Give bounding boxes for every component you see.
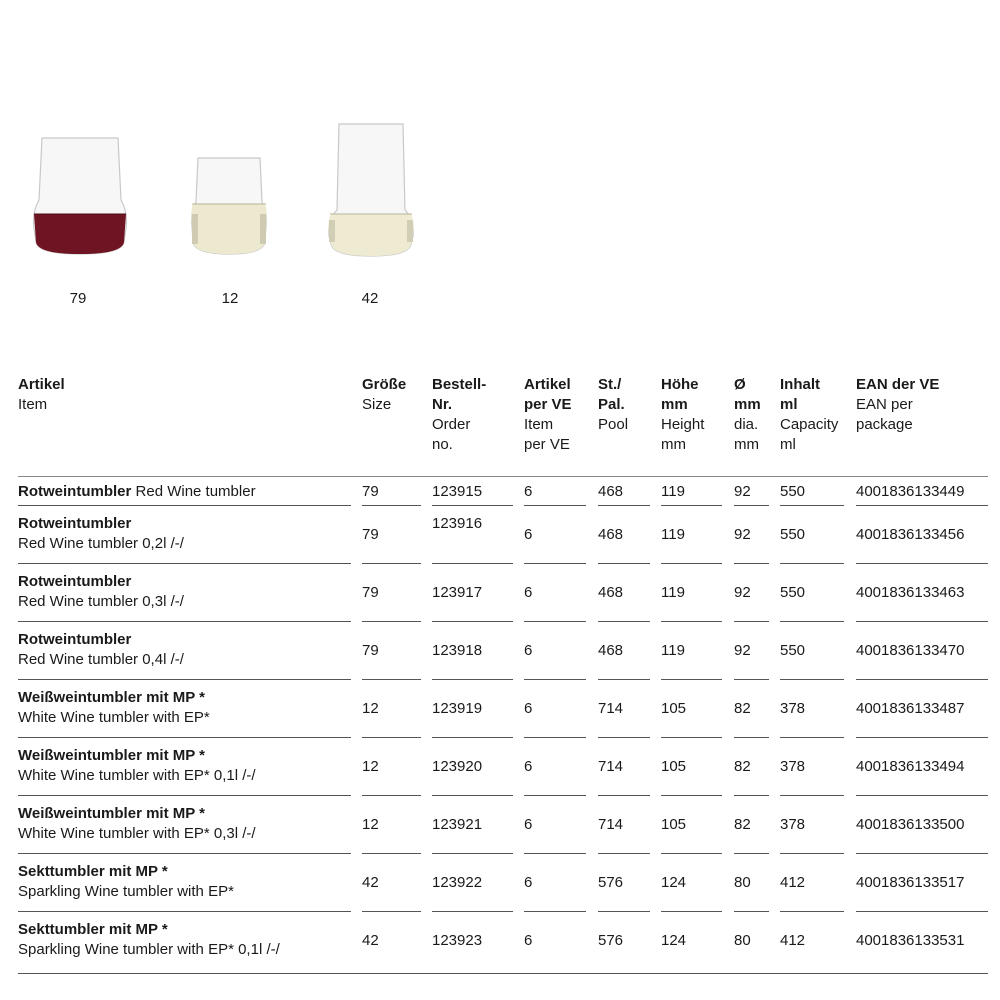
- glass-size-label: 12: [221, 290, 239, 307]
- ean-cell: 4001836133517: [856, 874, 965, 891]
- diameter-cell: 92: [734, 642, 751, 659]
- table-row: [0, 912, 1000, 970]
- size-cell: 79: [362, 483, 379, 500]
- header-item: [18, 375, 65, 415]
- capacity-cell: 378: [780, 816, 806, 833]
- item-name-en: Sparkling Wine tumbler with EP* 0,1l /-/: [18, 941, 280, 958]
- order-cell: 123920: [432, 758, 483, 775]
- header-size-en: Size: [362, 396, 392, 413]
- per-ve-cell: 6: [524, 758, 533, 775]
- item-name-en: White Wine tumbler with EP* 0,1l /-/: [18, 767, 256, 784]
- order-cell: 123923: [432, 932, 483, 949]
- header-pallet: [598, 375, 628, 435]
- item-cell: [18, 804, 256, 844]
- glass-size-label: 79: [69, 290, 87, 307]
- pallet-cell: 468: [598, 483, 624, 500]
- capacity-cell: 412: [780, 932, 806, 949]
- table-row: [0, 564, 1000, 622]
- diameter-cell: 92: [734, 526, 751, 543]
- height-cell: 105: [661, 758, 687, 775]
- item-name-de: Weißweintumbler mit MP *: [18, 747, 205, 764]
- header-item-de: Artikel: [18, 376, 65, 393]
- header-height-de: Höhe mm: [661, 376, 699, 413]
- height-cell: 124: [661, 874, 687, 891]
- per-ve-cell: 6: [524, 483, 533, 500]
- size-cell: 42: [362, 932, 379, 949]
- height-cell: 119: [661, 483, 685, 500]
- table-row: [0, 680, 1000, 738]
- size-cell: 12: [362, 700, 379, 717]
- item-name-en: Red Wine tumbler: [135, 483, 256, 500]
- item-name-en: Red Wine tumbler 0,3l /-/: [18, 593, 184, 610]
- item-name-de: Sekttumbler mit MP *: [18, 921, 168, 938]
- header-item-per-ve: [524, 375, 572, 455]
- pallet-cell: 714: [598, 758, 624, 775]
- capacity-cell: 550: [780, 642, 806, 659]
- diameter-cell: 82: [734, 758, 751, 775]
- ean-cell: 4001836133494: [856, 758, 965, 775]
- header-ean-de: EAN der VE: [856, 376, 940, 393]
- header-item-per-ve-en: Item per VE: [524, 416, 570, 453]
- ean-cell: 4001836133456: [856, 526, 965, 543]
- header-capacity-de: Inhalt ml: [780, 376, 820, 413]
- table-row: [0, 477, 1000, 506]
- header-pallet-en: Pool: [598, 416, 629, 433]
- header-size: [362, 375, 406, 415]
- table-row: [0, 738, 1000, 796]
- per-ve-cell: 6: [524, 816, 533, 833]
- glass-size-label: 42: [361, 290, 379, 307]
- size-cell: 79: [362, 642, 379, 659]
- header-height-en: Height mm: [661, 416, 705, 453]
- item-name-de: Rotweintumbler: [18, 515, 132, 532]
- table-row: [0, 622, 1000, 680]
- item-name-en: White Wine tumbler with EP*: [18, 709, 210, 726]
- ean-cell: 4001836133531: [856, 932, 965, 949]
- ean-cell: 4001836133500: [856, 816, 965, 833]
- diameter-cell: 80: [734, 932, 751, 949]
- order-cell: 123921: [432, 816, 483, 833]
- height-cell: 119: [661, 526, 685, 543]
- header-pallet-de: St./ Pal.: [598, 376, 625, 413]
- per-ve-cell: 6: [524, 700, 533, 717]
- diameter-cell: 92: [734, 483, 751, 500]
- header-item-en: Item: [18, 396, 48, 413]
- header-diameter-de: Ø mm: [734, 376, 761, 413]
- size-cell: 79: [362, 526, 379, 543]
- diameter-cell: 82: [734, 700, 751, 717]
- pallet-cell: 468: [598, 584, 624, 601]
- item-cell: [18, 746, 256, 786]
- item-cell: [18, 514, 184, 554]
- item-name-en: White Wine tumbler with EP* 0,3l /-/: [18, 825, 256, 842]
- header-item-per-ve-de: Artikel per VE: [524, 376, 572, 413]
- header-height: [661, 375, 704, 455]
- diameter-cell: 80: [734, 874, 751, 891]
- red-wine-tumbler-image: [30, 130, 130, 260]
- header-ean: [856, 375, 939, 435]
- item-name-de: Sekttumbler mit MP *: [18, 863, 168, 880]
- diameter-cell: 92: [734, 584, 751, 601]
- size-cell: 42: [362, 874, 379, 891]
- order-cell: 123915: [432, 483, 483, 500]
- table-row: [0, 796, 1000, 854]
- item-name-en: Red Wine tumbler 0,2l /-/: [18, 535, 184, 552]
- table-row: [0, 854, 1000, 912]
- item-cell: [18, 688, 210, 728]
- header-size-de: Größe: [362, 376, 407, 393]
- per-ve-cell: 6: [524, 526, 533, 543]
- pallet-cell: 714: [598, 816, 624, 833]
- item-name-de: Rotweintumbler: [18, 483, 132, 500]
- table-row: [0, 506, 1000, 564]
- per-ve-cell: 6: [524, 642, 533, 659]
- ean-cell: 4001836133470: [856, 642, 965, 659]
- pallet-cell: 468: [598, 642, 624, 659]
- item-name-en: Red Wine tumbler 0,4l /-/: [18, 651, 184, 668]
- capacity-cell: 378: [780, 758, 806, 775]
- item-name-de: Rotweintumbler: [18, 631, 132, 648]
- order-cell: 123916: [432, 515, 483, 532]
- per-ve-cell: 6: [524, 874, 533, 891]
- height-cell: 119: [661, 642, 685, 659]
- capacity-cell: 378: [780, 700, 806, 717]
- header-order-no-de: Bestell- Nr.: [432, 376, 487, 413]
- order-cell: 123917: [432, 584, 483, 601]
- size-cell: 12: [362, 758, 379, 775]
- height-cell: 105: [661, 816, 687, 833]
- pallet-cell: 714: [598, 700, 624, 717]
- order-cell: 123919: [432, 700, 483, 717]
- item-cell: [18, 862, 234, 902]
- header-diameter-en: dia. mm: [734, 416, 759, 453]
- item-name-de: Weißweintumbler mit MP *: [18, 805, 205, 822]
- height-cell: 105: [661, 700, 687, 717]
- sparkling-wine-tumbler-image: [325, 120, 417, 260]
- item-cell: [18, 482, 256, 502]
- capacity-cell: 412: [780, 874, 806, 891]
- capacity-cell: 550: [780, 483, 806, 500]
- capacity-cell: 550: [780, 526, 806, 543]
- header-order-no-en: Order no.: [432, 416, 471, 453]
- item-cell: [18, 630, 184, 670]
- white-wine-tumbler-image: [188, 152, 270, 260]
- per-ve-cell: 6: [524, 584, 533, 601]
- header-ean-en: EAN per package: [856, 396, 913, 433]
- height-cell: 124: [661, 932, 687, 949]
- size-cell: 12: [362, 816, 379, 833]
- height-cell: 119: [661, 584, 685, 601]
- header-capacity: [780, 375, 838, 455]
- size-cell: 79: [362, 584, 379, 601]
- pallet-cell: 468: [598, 526, 624, 543]
- ean-cell: 4001836133487: [856, 700, 965, 717]
- order-cell: 123922: [432, 874, 483, 891]
- item-cell: [18, 572, 184, 612]
- header-capacity-en: Capacity ml: [780, 416, 839, 453]
- capacity-cell: 550: [780, 584, 806, 601]
- diameter-cell: 82: [734, 816, 751, 833]
- item-cell: [18, 920, 280, 960]
- ean-cell: 4001836133463: [856, 584, 965, 601]
- per-ve-cell: 6: [524, 932, 533, 949]
- table-bottom-rule: [18, 973, 988, 974]
- item-name-de: Weißweintumbler mit MP *: [18, 689, 205, 706]
- header-diameter: [734, 375, 761, 455]
- pallet-cell: 576: [598, 932, 624, 949]
- ean-cell: 4001836133449: [856, 483, 965, 500]
- header-order-no: [432, 375, 486, 455]
- item-name-en: Sparkling Wine tumbler with EP*: [18, 883, 234, 900]
- order-cell: 123918: [432, 642, 483, 659]
- pallet-cell: 576: [598, 874, 624, 891]
- item-name-de: Rotweintumbler: [18, 573, 132, 590]
